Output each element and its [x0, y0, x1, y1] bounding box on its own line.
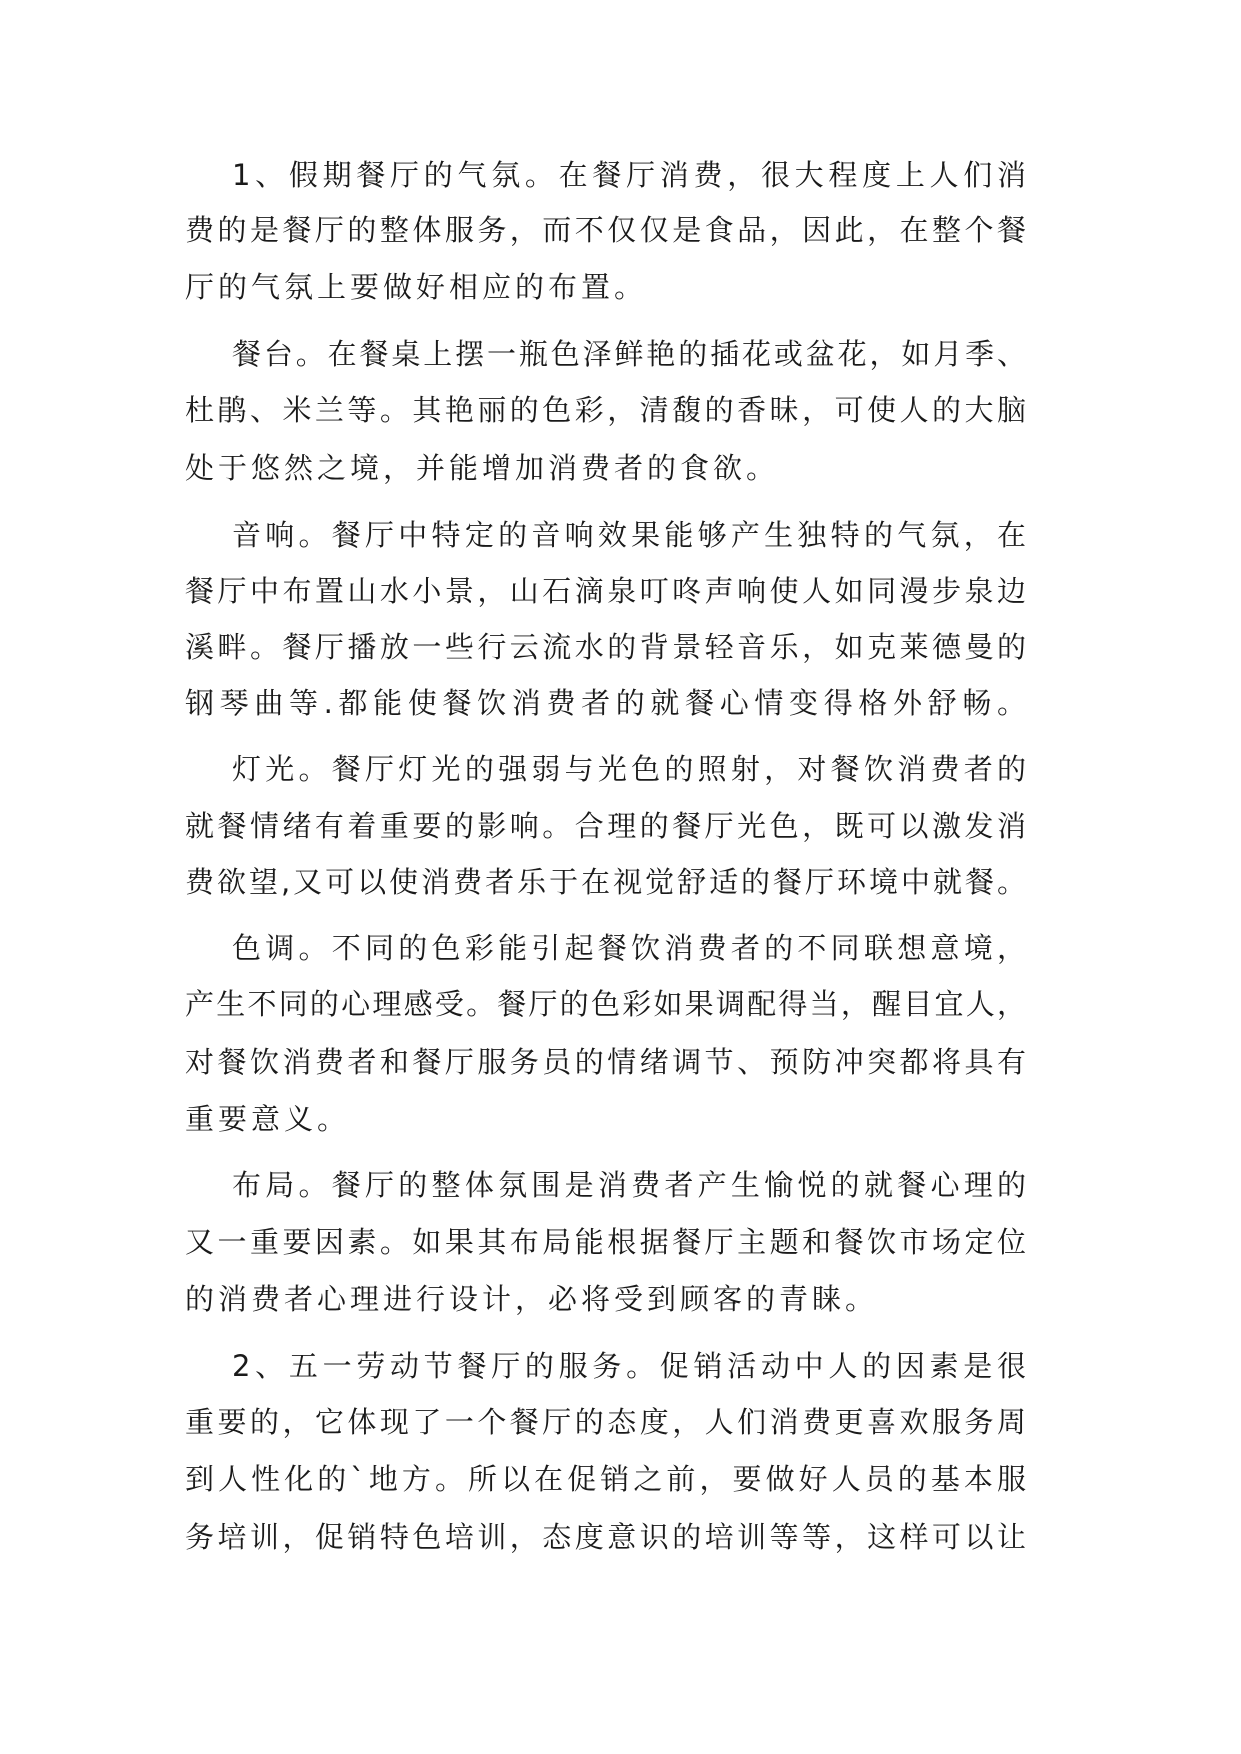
- text-line: 对餐饮消费者和餐厅服务员的情绪调节、预防冲突都将具有: [185, 1045, 1030, 1079]
- text-line: 产生不同的心理感受。餐厅的色彩如果调配得当，醒目宜人，: [185, 987, 1029, 1021]
- text-line: 的消费者心理进行设计，必将受到顾客的青睐。: [185, 1282, 879, 1316]
- text-line: 就餐情绪有着重要的影响。合理的餐厅光色，既可以激发消: [185, 809, 1030, 843]
- text-line: 厅的气氛上要做好相应的布置。: [185, 270, 648, 304]
- text-line: 费的是餐厅的整体服务，而不仅仅是食品，因此，在整个餐: [185, 213, 1030, 247]
- text-line: 重要意义。: [185, 1102, 351, 1136]
- text-line: 色调。不同的色彩能引起餐饮消费者的不同联想意境，: [232, 931, 1031, 965]
- text-line: 1、假期餐厅的气氛。在餐厅消费，很大程度上人们消: [232, 158, 1031, 192]
- text-line: 餐台。在餐桌上摆一瓶色泽鲜艳的插花或盆花，如月季、: [232, 337, 1029, 371]
- text-line: 处于悠然之境，并能增加消费者的食欲。: [185, 451, 780, 485]
- text-line: 费欲望,又可以使消费者乐于在视觉舒适的餐厅环境中就餐。: [185, 865, 1029, 899]
- text-line: 务培训，促销特色培训，态度意识的培训等等，这样可以让: [185, 1520, 1030, 1554]
- text-line: 2、五一劳动节餐厅的服务。促销活动中人的因素是很: [232, 1349, 1031, 1383]
- text-line: 餐厅中布置山水小景，山石滴泉叮咚声响使人如同漫步泉边: [185, 574, 1030, 608]
- text-line: 杜鹃、米兰等。其艳丽的色彩，清馥的香昧，可使人的大脑: [185, 393, 1030, 427]
- text-line: 又一重要因素。如果其布局能根据餐厅主题和餐饮市场定位: [185, 1225, 1030, 1259]
- text-line: 音响。餐厅中特定的音响效果能够产生独特的气氛，在: [232, 518, 1031, 552]
- text-line: 溪畔。餐厅播放一些行云流水的背景轻音乐，如克莱德曼的: [185, 630, 1030, 664]
- text-line: 钢琴曲等.都能使餐饮消费者的就餐心情变得格外舒畅。: [185, 686, 1032, 720]
- text-line: 灯光。餐厅灯光的强弱与光色的照射，对餐饮消费者的: [232, 752, 1031, 786]
- text-line: 到人性化的`地方。所以在促销之前，要做好人员的基本服: [185, 1462, 1031, 1496]
- text-line: 布局。餐厅的整体氛围是消费者产生愉悦的就餐心理的: [232, 1168, 1031, 1202]
- text-line: 重要的，它体现了一个餐厅的态度，人们消费更喜欢服务周: [185, 1405, 1030, 1439]
